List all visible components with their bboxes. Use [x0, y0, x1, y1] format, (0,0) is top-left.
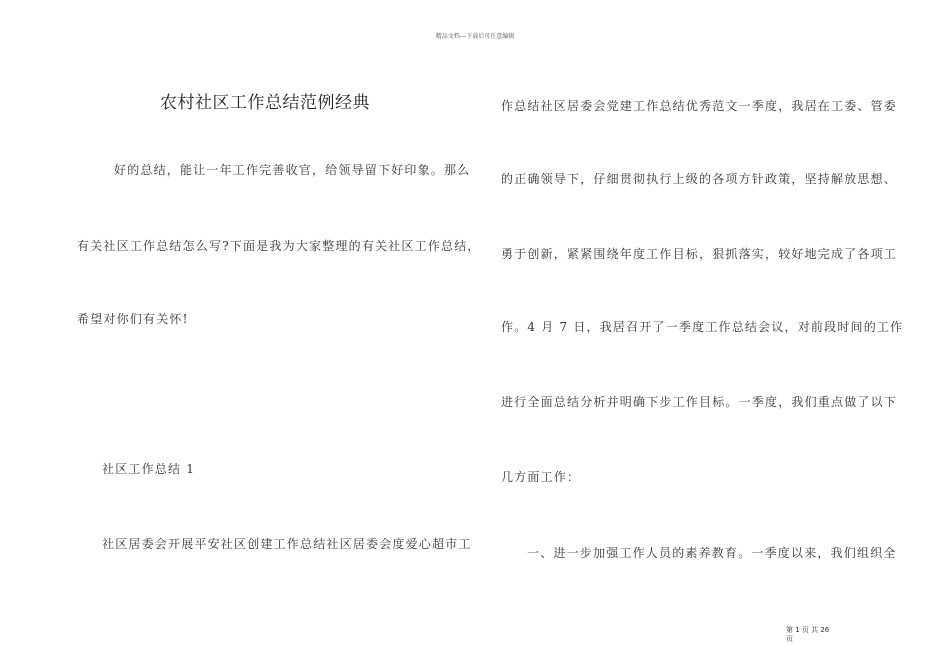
- left-paragraph-line: 好的总结，能让一年工作完善收官，给领导留下好印象。那么: [114, 163, 471, 177]
- section-heading: 社区工作总结 1: [102, 462, 196, 476]
- right-paragraph-line: 进行全面总结分析并明确下步工作目标。一季度，我们重点做了以下: [501, 395, 898, 409]
- right-paragraph-line: 勇于创新，紧紧围绕年度工作目标，狠抓落实，较好地完成了各项工: [501, 247, 898, 261]
- right-paragraph-line: 一、进一步加强工作人员的素养教育。一季度以来，我们组织全: [527, 546, 897, 560]
- right-paragraph-line: 几方面工作：: [501, 470, 581, 484]
- header-note: 精品文档---下载后可任意编辑: [435, 33, 515, 40]
- left-paragraph-line: 有关社区工作总结怎么写?下面是我为大家整理的有关社区工作总结，: [77, 239, 481, 253]
- right-paragraph-line: 的正确领导下，仔细贯彻执行上级的各项方针政策，坚持解放思想、: [501, 172, 898, 186]
- page-number: 第 1 页 共 26 页: [786, 626, 830, 643]
- left-paragraph-line: 社区居委会开展平安社区创建工作总结社区居委会度爱心超市工: [102, 537, 472, 551]
- document-title: 农村社区工作总结范例经典: [160, 93, 370, 113]
- left-paragraph-line: 希望对你们有关怀!: [77, 312, 189, 326]
- right-paragraph-line: 作。4 月 7 日，我居召开了一季度工作总结会议，对前段时间的工作: [501, 320, 904, 334]
- right-paragraph-line: 作总结社区居委会党建工作总结优秀范文一季度，我居在工委、管委: [501, 99, 898, 113]
